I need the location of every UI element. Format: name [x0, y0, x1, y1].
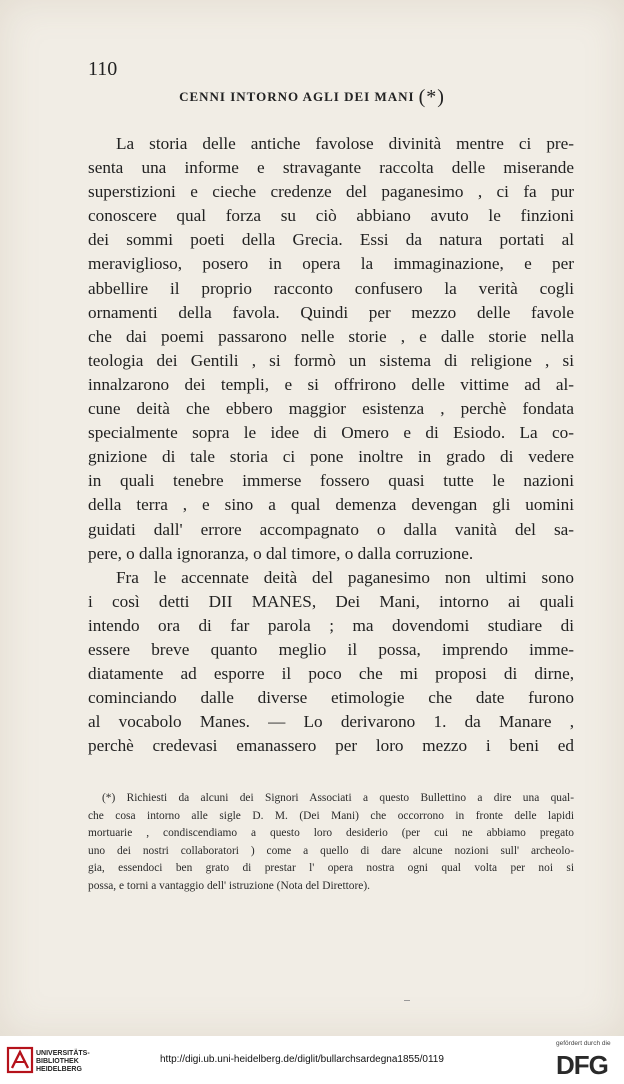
footnote-line: possa, e torni a vantaggio dell' istruzione (Nota del Direttore).: [88, 879, 370, 892]
footnote-line: gia, essendoci ben grato di prestar l' opera nostra ogni qual volta per noi si: [88, 862, 574, 875]
body-line: dei sommi poeti della Grecia. Essi da natura portati al: [88, 230, 574, 250]
body-line: ornamenti della favola. Quindi per mezzo delle favole: [88, 302, 574, 322]
page-mark: [404, 1000, 410, 1001]
viewer-footer: [0, 1036, 624, 1084]
dfg-logo: DFG: [556, 1050, 608, 1080]
body-line: cune deità che ebbero maggior esistenza , perchè fondata: [88, 399, 574, 419]
body-line: cominciando dalle diverse etimologie che date furono: [88, 688, 574, 708]
library-name-line: BIBLIOTHEK: [36, 1058, 79, 1065]
footnote-line: uno dei nostri collaboratori ) come a quello di dare alcune nozioni sull' archeolo-: [88, 844, 574, 857]
body-line: abbellire il proprio racconto confusero la verità cogli: [88, 278, 574, 298]
footnote: [88, 790, 574, 896]
body-text: [88, 132, 574, 758]
header-footnote-mark: (*): [418, 86, 445, 108]
body-line: essere breve quanto meglio il possa, imprendo imme-: [88, 639, 574, 659]
body-line: perchè credevasi emanassero per loro mezzo i beni ed: [88, 736, 574, 756]
body-line: Fra le accennate deità del paganesimo non ultimi sono: [116, 567, 574, 587]
page-header: [0, 86, 624, 109]
body-line: guidati dall' errore accompagnato o dalla vanità del sa-: [88, 519, 574, 539]
footnote-line: che cosa intorno alle sigle D. M. (Dei Mani) che occorrono in fronte delle lapidi: [88, 809, 574, 822]
body-line: superstizioni e cieche credenze del paganesimo , ci fa pur: [88, 182, 574, 202]
body-line: pere, o dalla ignoranza, o dal timore, o dalla corruzione.: [88, 543, 474, 563]
funded-by-label: gefördert durch die: [556, 1040, 611, 1047]
body-line: innalzarono dei templi, e si offrirono delle vittime ad al-: [88, 374, 574, 394]
body-line: specialmente sopra le idee di Omero e di Esiodo. La co-: [88, 423, 574, 443]
body-line: conoscere qual forza su ciò abbiano avuto le finzioni: [88, 206, 574, 226]
body-line: intendo ora di far parola ; ma dovendomi studiare di: [88, 615, 574, 635]
body-line: La storia delle antiche favolose divinità mentre ci pre-: [116, 134, 574, 153]
body-line: che dai poemi passarono nelle storie , e dalle storie nella: [88, 326, 574, 346]
body-line: i così detti DII MANES, Dei Mani, intorno ai quali: [88, 591, 574, 611]
body-line: della terra , e sino a qual demenza devengan gli uomini: [88, 495, 574, 515]
body-line: in quali tenebre immerse fossero quasi tutte le nazioni: [88, 471, 574, 491]
library-name: [36, 1050, 90, 1074]
footnote-line: mortuarie , condiscendiamo a questo loro desiderio (per cui ne abbiamo pregato: [88, 827, 574, 840]
body-line: meraviglioso, posero in opera la immaginazione, e per: [88, 254, 574, 274]
body-line: gnizione di tale storia ci pone inoltre in grado di vedere: [88, 447, 574, 467]
body-line: al vocabolo Manes. — Lo derivarono 1. da Manare ,: [88, 712, 574, 732]
library-name-line: UNIVERSITÄTS-: [36, 1050, 90, 1057]
permalink-url[interactable]: http://digi.ub.uni-heidelberg.de/diglit/bullarchsardegna1855/0119: [160, 1054, 444, 1065]
body-line: diatamente ad esporre il poco che mi proposi di dirne,: [88, 664, 574, 684]
footnote-line: (*) Richiesti da alcuni dei Signori Associati a questo Bullettino a dire una qual-: [102, 792, 574, 804]
university-library-logo-icon: [6, 1044, 34, 1076]
library-name-line: HEIDELBERG: [36, 1066, 82, 1073]
body-line: teologia dei Gentili , si formò un sistema di religione , si: [88, 350, 574, 370]
body-line: senta una informe e stravagante raccolta delle miserande: [88, 158, 574, 178]
page-number: 110: [88, 58, 118, 80]
header-title: CENNI INTORNO AGLI DEI MANI: [179, 89, 415, 104]
